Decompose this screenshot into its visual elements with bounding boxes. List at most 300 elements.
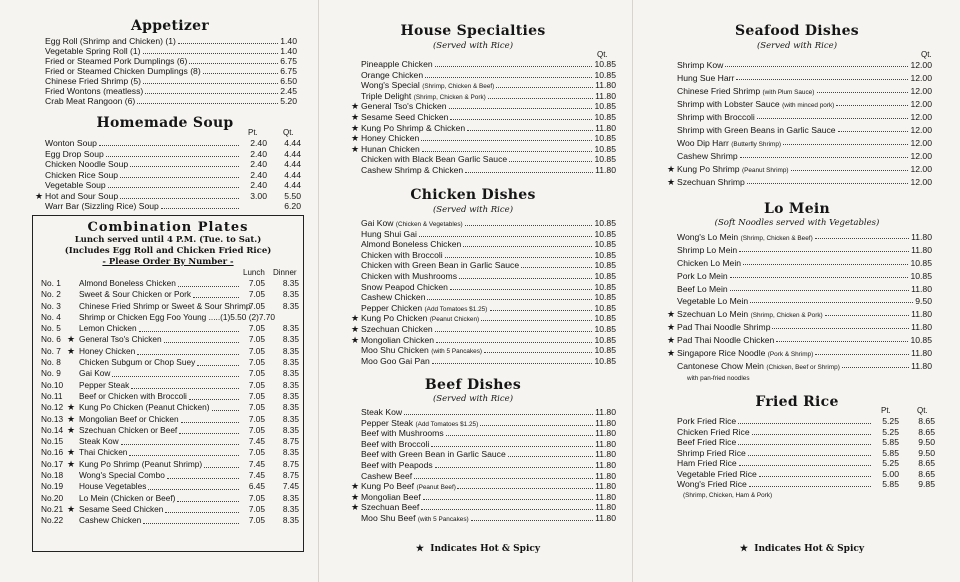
menu-item-name: Chicken Lo Mein <box>677 257 742 268</box>
appetizer-heading: Appetizer <box>130 18 210 34</box>
menu-item-price: 11.80 <box>595 470 616 481</box>
menu-item-price: 10.85 <box>594 270 616 281</box>
combo-name-text: Sesame Seed Chicken <box>79 503 164 514</box>
dot-leader <box>738 423 871 424</box>
menu-item-price: 11.80 <box>595 512 616 523</box>
dot-leader <box>465 225 592 226</box>
menu-item-price: 10.85 <box>594 292 616 303</box>
combo-name <box>79 391 187 402</box>
menu-item-quart-price: 4.44 <box>284 159 301 169</box>
dot-leader <box>419 236 592 237</box>
menu-item-row <box>351 502 616 513</box>
dot-leader <box>204 467 239 468</box>
menu-item-row <box>361 154 616 165</box>
combo-row <box>39 470 297 481</box>
menu-item-row <box>361 218 616 229</box>
combo-lunch-price: 7.05 <box>248 357 265 368</box>
menu-item-pint-price: 2.40 <box>250 159 267 169</box>
menu-item-name: Szechuan Lo Mein <box>677 309 749 320</box>
combo-order-note: - Please Order By Number - <box>102 257 234 267</box>
menu-item-row <box>45 148 301 160</box>
combo-dinner-price: 8.35 <box>282 379 299 390</box>
menu-item-name: Warr Bar (Sizzling Rice) Soup <box>45 201 159 211</box>
menu-item-row <box>351 133 616 144</box>
friedrice-col-pt: Pt. <box>881 406 891 415</box>
dot-leader <box>189 63 278 64</box>
beef-list <box>351 407 616 524</box>
menu-item-row <box>361 428 616 439</box>
menu-item-name: Triple Delight <box>361 90 412 101</box>
menu-item-row <box>35 190 301 202</box>
menu-item-price: 12.00 <box>910 86 932 96</box>
menu-item-row <box>677 137 932 150</box>
menu-item-price: 10.85 <box>594 281 616 292</box>
menu-item-pint-price: 5.25 <box>882 458 899 468</box>
menu-item-row <box>667 163 932 176</box>
menu-item-name: Beef with Mushrooms <box>361 428 444 439</box>
menu-item-name: Beef with Peapods <box>361 459 433 470</box>
combo-row <box>39 334 297 345</box>
menu-item-name: Moo Goo Gai Pan <box>361 355 430 366</box>
menu-item-name: Chicken with Black Bean Garlic Sauce <box>361 154 508 165</box>
menu-item-note-row <box>677 490 932 499</box>
combo-number: No.20 <box>41 492 64 503</box>
menu-item-name: Vegetable Soup <box>45 180 106 190</box>
left-panel <box>0 0 318 582</box>
menu-item-price: 10.85 <box>594 154 616 165</box>
menu-item-row <box>351 323 616 335</box>
menu-item-name: Shrimp with Broccoli <box>677 112 755 122</box>
menu-item-row <box>361 345 616 356</box>
soup-list <box>35 138 301 212</box>
hot-spicy-star-icon: ★ <box>67 503 76 514</box>
menu-item-name: Fried or Steamed Pork Dumplings (6) <box>45 56 188 66</box>
dot-leader <box>164 342 239 343</box>
menu-item-name: Beef with Broccoli <box>361 438 430 449</box>
combo-name <box>79 380 129 391</box>
hot-spicy-star-icon: ★ <box>67 402 76 413</box>
combo-number: No.12 <box>41 402 64 413</box>
dot-leader <box>842 367 909 368</box>
combo-dinner-price: 8.35 <box>282 345 299 356</box>
combo-dinner-price: 8.35 <box>282 492 299 503</box>
menu-item-quart-price: 6.20 <box>284 201 301 211</box>
menu-item-price: 11.80 <box>911 232 932 242</box>
combo-lunch-price: 7.05 <box>248 390 265 401</box>
combo-number: No.10 <box>41 379 64 390</box>
menu-item-detail: (Chicken, Beef or Shrimp) <box>766 363 840 371</box>
menu-item-price: 10.85 <box>910 257 932 268</box>
menu-item-detail: (with 5 Pancakes) <box>417 515 469 523</box>
hot-spicy-star-icon: ★ <box>351 334 360 345</box>
menu-item-detail: (with minced pork) <box>782 102 835 109</box>
dot-leader <box>743 264 908 265</box>
menu-item-name: Hung Sue Harr <box>677 73 735 83</box>
combo-lunch-price: 7.05 <box>248 503 265 514</box>
combo-row <box>39 323 297 334</box>
menu-item-quart-price: 8.65 <box>918 458 935 468</box>
combo-number: No. 5 <box>41 323 61 334</box>
menu-item-pint-price: 5.25 <box>882 426 899 437</box>
combo-dinner-price: 7.45 <box>282 481 299 492</box>
menu-item-price: 11.80 <box>595 459 616 470</box>
menu-item-price: 10.85 <box>594 228 616 239</box>
menu-item-detail: (Shrimp, Chicken & Pork) <box>413 93 486 101</box>
hot-spicy-star-icon: ★ <box>351 133 360 144</box>
hot-spicy-star-icon: ★ <box>67 345 76 356</box>
menu-item-row <box>677 458 935 469</box>
dot-leader <box>481 320 592 321</box>
menu-item-name: Moo Shu Beef <box>361 512 416 523</box>
combo-dinner-price: 8.35 <box>282 515 299 526</box>
menu-item-price: 10.85 <box>594 133 616 144</box>
dot-leader <box>177 501 239 502</box>
house-col-qt: Qt. <box>597 50 608 59</box>
menu-item-name: General Tso's Chicken <box>361 101 447 112</box>
combo-row <box>39 447 297 458</box>
menu-item-row <box>361 439 616 450</box>
dot-leader <box>521 267 592 268</box>
combo-number: No.18 <box>41 470 64 481</box>
menu-item-name: Beef Fried Rice <box>677 437 737 447</box>
hot-spicy-star-icon: ★ <box>667 348 676 359</box>
combo-number: No.15 <box>41 436 64 447</box>
combo-number: No. 1 <box>41 278 61 288</box>
menu-item-row <box>667 321 932 334</box>
menu-item-row <box>361 282 616 293</box>
menu-item-name: Szechuan Chicken <box>361 323 433 334</box>
menu-item-row <box>677 257 932 270</box>
menu-item-row <box>45 180 301 191</box>
menu-item-price: 6.75 <box>280 56 297 66</box>
combo-row <box>39 380 297 391</box>
dot-leader <box>193 297 239 298</box>
menu-item-name: Wong's Fried Rice <box>677 479 747 489</box>
menu-item-row <box>361 356 616 367</box>
hot-spicy-legend <box>662 544 942 554</box>
combo-number: No. 6 <box>41 334 61 345</box>
combo-dinner-price: 8.35 <box>282 334 299 345</box>
combo-name <box>79 368 110 379</box>
menu-item-detail: (with Plum Sauce) <box>762 89 815 96</box>
menu-item-price: 2.45 <box>280 86 297 96</box>
menu-item-name: Chicken with Mushrooms <box>361 270 457 281</box>
star-icon: ★ <box>415 544 424 554</box>
menu-item-detail: (Add Tomatoes $1.25) <box>415 420 479 428</box>
menu-item-name: Fried or Steamed Chicken Dumplings (8) <box>45 66 201 76</box>
hot-spicy-legend <box>338 544 618 554</box>
friedrice-col-qt: Qt. <box>917 406 928 415</box>
menu-item-name: Shrimp Fried Rice <box>677 447 746 458</box>
combo-lunch-price: 7.05 <box>248 368 265 379</box>
combo-lunch-price: 7.45 <box>248 436 265 447</box>
combo-row <box>39 436 297 447</box>
combo-number: No. 2 <box>41 289 61 300</box>
menu-item-pint-price: 2.40 <box>250 138 267 148</box>
combo-lunch-price: 7.05 <box>248 334 265 345</box>
menu-item-name: Cashew Chicken <box>361 292 426 303</box>
menu-item-row <box>351 101 616 112</box>
menu-item-row <box>677 98 932 111</box>
hot-spicy-star-icon: ★ <box>667 322 676 333</box>
dot-leader <box>815 354 909 355</box>
combo-dinner-price: 8.75 <box>282 436 299 447</box>
menu-item-price: 10.85 <box>594 143 616 154</box>
menu-item-price: 11.80 <box>595 407 616 417</box>
menu-item-price: 10.85 <box>594 355 616 366</box>
dot-leader <box>736 79 908 80</box>
menu-item-name: Moo Shu Chicken <box>361 345 429 356</box>
menu-item-name: Mongolian Beef <box>361 491 421 502</box>
menu-item-price: 11.80 <box>595 164 616 175</box>
menu-item-name: Woo Dip Harr <box>677 138 729 148</box>
menu-item-price: 12.00 <box>910 60 932 70</box>
dot-leader <box>435 467 593 468</box>
combo-dinner-price: 8.35 <box>282 323 299 334</box>
hot-spicy-star-icon: ★ <box>351 101 360 112</box>
dot-leader <box>130 166 239 167</box>
menu-item-row <box>45 159 301 170</box>
combo-row <box>39 278 297 289</box>
menu-item-name: Pork Lo Mein <box>677 270 728 281</box>
menu-item-price: 11.80 <box>595 428 616 439</box>
menu-item-name: Hung Shui Gai <box>361 228 417 239</box>
soup-col-pt: Pt. <box>248 128 258 137</box>
menu-item-row <box>45 36 297 46</box>
soup-col-qt: Qt. <box>283 128 294 137</box>
menu-item-name: Cashew Shrimp & Chicken <box>361 164 464 175</box>
menu-item-name: Wonton Soup <box>45 138 97 148</box>
menu-item-price: 1.40 <box>280 46 297 56</box>
dot-leader <box>143 523 239 524</box>
dot-leader <box>148 489 239 490</box>
combo-lunch-price: 7.05 <box>248 424 265 435</box>
combo-name <box>79 459 202 470</box>
menu-item-price: 11.80 <box>595 438 616 449</box>
combo-name <box>79 470 165 481</box>
menu-item-row <box>351 313 616 324</box>
menu-item-price: 12.00 <box>910 112 932 122</box>
combo-row <box>39 357 297 368</box>
dot-leader <box>488 98 593 99</box>
menu-item-price: 11.80 <box>911 360 932 371</box>
dot-leader <box>139 331 239 332</box>
dot-leader <box>181 422 239 423</box>
chicken-list <box>351 218 616 366</box>
menu-item-pint-price: 2.40 <box>250 148 267 159</box>
menu-item-note: (Shrimp, Chicken, Ham & Pork) <box>683 491 773 499</box>
menu-item-detail: (Add Tomatoes $1.25) <box>424 305 488 313</box>
combo-name <box>79 414 179 425</box>
combo-name-text: Lo Mein <box>79 492 109 503</box>
beef-heading: Beef Dishes <box>424 377 522 393</box>
menu-item-price: 12.00 <box>910 177 932 187</box>
house-subtitle: (Served with Rice) <box>432 41 514 51</box>
menu-item-row <box>361 407 616 418</box>
dot-leader <box>783 144 908 145</box>
menu-item-price: 11.80 <box>911 309 932 320</box>
combo-row <box>39 402 297 413</box>
menu-item-row <box>361 229 616 240</box>
combo-name-text: Lemon Chicken <box>79 323 137 334</box>
menu-item-price: 11.80 <box>911 283 932 294</box>
dot-leader <box>421 140 592 141</box>
combo-lunch-price: 7.45 <box>248 470 265 481</box>
menu-item-price: 12.00 <box>910 164 932 174</box>
combo-name-text: Pepper Steak <box>79 379 130 390</box>
dot-leader <box>725 66 908 67</box>
combo-lunch-price: 7.05 <box>248 289 265 300</box>
seafood-col-qt: Qt. <box>921 50 932 59</box>
dot-leader <box>189 399 239 400</box>
combo-number: No.16 <box>41 447 64 458</box>
dot-leader <box>178 43 278 44</box>
menu-item-price: 11.80 <box>595 481 616 492</box>
dot-leader <box>108 187 239 188</box>
menu-item-price: 11.80 <box>911 322 932 333</box>
dot-leader <box>480 425 593 426</box>
combo-name <box>79 493 175 504</box>
combo-col-header <box>39 268 297 278</box>
soup-heading: Homemade Soup <box>96 115 234 131</box>
hot-spicy-star-icon: ★ <box>351 502 360 513</box>
combo-number: No.22 <box>41 515 64 526</box>
dot-leader <box>465 172 593 173</box>
menu-item-row <box>677 270 932 283</box>
menu-item-row <box>361 260 616 271</box>
dot-leader <box>459 278 592 279</box>
combo-row <box>39 493 297 504</box>
hot-spicy-text: Indicates Hot & Spicy <box>754 544 865 554</box>
menu-item-row <box>45 96 297 106</box>
menu-item-name: Shrimp Kow <box>677 60 724 70</box>
combo-name-text: Wong's Special Combo <box>79 470 165 481</box>
menu-item-name: Pad Thai Noodle Shrimp <box>677 322 771 333</box>
menu-item-name: Shrimp with Green Beans in Garlic Sauce <box>677 125 836 135</box>
combo-lunch-price: 7.05 <box>248 447 265 458</box>
combo-row <box>39 289 297 300</box>
dot-leader <box>490 310 592 311</box>
menu-item-detail: (Pork & Shrimp) <box>767 351 814 359</box>
menu-item-quart-price: 4.44 <box>284 169 301 180</box>
menu-item-row <box>677 447 935 459</box>
combo-dinner-price: 8.35 <box>282 278 299 288</box>
menu-item-row <box>667 334 932 347</box>
seafood-col-header <box>677 50 932 59</box>
menu-item-name: Chicken Noodle Soup <box>45 159 129 169</box>
friedrice-col-header <box>677 406 932 415</box>
menu-item-name: Shrimp Lo Mein <box>677 244 738 255</box>
menu-item-quart-price: 5.50 <box>284 190 301 201</box>
dot-leader <box>436 342 592 343</box>
dot-leader <box>749 486 871 487</box>
seafood-subtitle: (Served with Rice) <box>756 41 838 51</box>
friedrice-heading: Fried Rice <box>755 394 839 410</box>
dot-leader <box>203 73 278 74</box>
menu-item-quart-price: 9.50 <box>918 437 935 447</box>
menu-item-row <box>677 72 932 85</box>
menu-item-name: Honey Chicken <box>361 133 420 144</box>
menu-item-price: 12.00 <box>910 138 932 148</box>
appetizer-list <box>45 36 297 106</box>
dot-leader <box>752 434 871 435</box>
menu-item-row <box>351 122 616 134</box>
combo-lunch-price: 7.05 <box>248 413 265 424</box>
menu-item-price: 10.85 <box>594 69 616 80</box>
combo-heading: Combination Plates <box>87 220 249 235</box>
dot-leader <box>825 315 909 316</box>
dot-leader <box>484 352 592 353</box>
menu-item-row <box>45 56 297 66</box>
menu-item-row <box>361 80 616 91</box>
menu-item-note-row <box>677 373 932 382</box>
combo-name <box>79 481 146 492</box>
hot-spicy-star-icon: ★ <box>351 111 360 122</box>
combo-dinner-price: 8.35 <box>282 402 299 413</box>
dot-leader <box>838 131 908 132</box>
combo-row <box>39 504 297 515</box>
menu-item-quart-price: 9.85 <box>918 479 935 489</box>
menu-item-detail: (Peanut Shrimp) <box>741 167 789 174</box>
menu-item-row <box>677 244 932 257</box>
dot-leader <box>432 363 592 364</box>
menu-item-detail: (Peanut Chicken) <box>429 316 480 324</box>
menu-item-detail: (Shrimp, Chicken & Beef) <box>422 83 495 91</box>
menu-item-name: Sesame Seed Chicken <box>361 111 449 122</box>
dot-leader <box>137 354 239 355</box>
combo-number: No. 4 <box>41 311 61 322</box>
menu-item-price: 10.85 <box>594 323 616 334</box>
menu-item-price: 11.80 <box>595 502 616 513</box>
dot-leader <box>740 157 908 158</box>
combo-name-text: Kung Po Shrimp <box>79 458 140 469</box>
hot-spicy-star-icon: ★ <box>351 143 360 154</box>
dot-leader <box>449 108 592 109</box>
menu-item-row <box>361 271 616 282</box>
menu-item-detail: (Peanut Beef) <box>416 484 456 492</box>
menu-item-price: 11.80 <box>595 90 616 101</box>
menu-item-name: Kung Po Beef <box>361 481 415 492</box>
menu-item-name: Wong's Lo Mein <box>677 232 739 242</box>
combo-number: No.14 <box>41 424 64 435</box>
combo-number: No.11 <box>41 390 63 401</box>
menu-item-name: Pepper Chicken <box>361 302 423 313</box>
menu-item-pint-price: 5.00 <box>882 468 899 479</box>
combo-number: No.17 <box>41 458 64 469</box>
hot-spicy-text: Indicates Hot & Spicy <box>430 544 541 554</box>
menu-item-row <box>351 143 616 155</box>
menu-item-price: 10.85 <box>594 313 616 324</box>
right-panel <box>632 0 960 582</box>
menu-item-name: Hot and Sour Soup <box>45 190 119 201</box>
combo-includes-note: (Includes Egg Roll and Chicken Fried Rice) <box>64 246 272 256</box>
hot-spicy-star-icon: ★ <box>35 190 44 201</box>
combo-name-text: House Vegetables <box>79 481 147 492</box>
dot-leader <box>730 290 909 291</box>
menu-item-price: 5.20 <box>280 96 297 106</box>
combo-name <box>79 436 119 447</box>
menu-item-pint-price: 5.85 <box>882 479 899 489</box>
menu-item-pint-price: 3.00 <box>250 190 267 201</box>
menu-item-name: Pepper Steak <box>361 417 414 428</box>
menu-item-name: Shrimp with Lobster Sauce <box>677 99 780 109</box>
dot-leader <box>129 455 239 456</box>
menu-item-name: Vegetable Fried Rice <box>677 468 757 479</box>
combo-name-detail: Chinese Fried Shrimp or Sweet & Sour Shrimp <box>79 300 251 311</box>
combo-number: No.19 <box>41 481 64 492</box>
dot-leader <box>450 289 592 290</box>
menu-item-row <box>361 70 616 81</box>
